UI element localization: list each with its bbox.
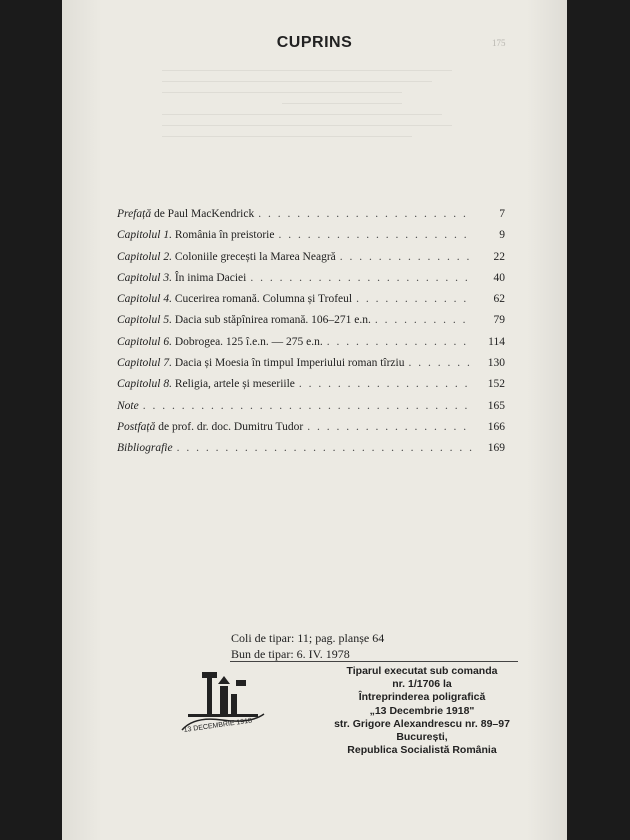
toc-row <box>117 357 505 378</box>
page-title: CUPRINS <box>276 34 353 51</box>
toc-row <box>117 442 505 463</box>
table-of-contents <box>117 208 505 464</box>
toc-entry-label <box>117 442 173 454</box>
toc-page-number: 40 <box>493 271 505 284</box>
imprint-block <box>231 631 384 663</box>
dot-leader <box>340 251 473 263</box>
toc-entry-title: Cucerirea romană. Columna și Trofeul <box>171 293 353 306</box>
dot-leader <box>327 336 473 348</box>
dot-leader <box>356 293 473 305</box>
toc-page-number: 7 <box>499 208 505 220</box>
toc-row <box>117 208 505 229</box>
toc-row <box>117 293 505 314</box>
toc-entry-title: Religia, artele și meseriile <box>171 378 295 391</box>
toc-entry-title: Dacia și Moesia în timpul Imperiului roman tîrziu <box>171 357 405 370</box>
toc-row <box>117 251 505 272</box>
toc-entry-prefix: Capitolul 5. <box>117 314 172 327</box>
toc-row <box>117 229 505 250</box>
toc-entry-prefix: Capitolul 3. <box>117 271 172 284</box>
imprint-divider <box>230 661 518 662</box>
printer-line: „13 Decembrie 1918" <box>369 704 475 717</box>
toc-entry-prefix: Capitolul 8. <box>117 378 172 391</box>
bleed-through-page-number: 175 <box>492 38 506 48</box>
toc-entry-prefix: Bibliografie <box>117 442 173 455</box>
dot-leader <box>177 442 473 454</box>
dot-leader <box>143 400 473 412</box>
toc-entry-title: de prof. dr. doc. Dumitru Tudor <box>155 420 304 433</box>
toc-row <box>117 336 505 357</box>
printer-line: București, <box>396 731 448 744</box>
toc-entry-label <box>117 336 323 348</box>
toc-entry-title: România în preistorie <box>171 229 275 242</box>
printer-info <box>322 665 522 757</box>
toc-row <box>117 314 505 335</box>
logo-ribbon-text: 13 DECEMBRIE 1918 <box>183 717 253 734</box>
toc-entry-label <box>117 357 404 369</box>
toc-entry-label <box>117 272 246 284</box>
toc-entry-label <box>117 229 274 241</box>
dot-leader <box>375 314 473 326</box>
toc-entry-title: Dobrogea. 125 î.e.n. — 275 e.n. <box>171 335 323 348</box>
toc-page-number: 169 <box>487 442 505 455</box>
toc-page-number: 22 <box>493 250 505 263</box>
dot-leader <box>250 272 473 284</box>
toc-entry-title: Coloniile grecești la Marea Neagră <box>171 250 336 263</box>
printer-line: Tiparul executat sub comanda <box>346 665 498 677</box>
toc-entry-prefix: Capitolul 7. <box>117 357 172 370</box>
toc-entry-prefix: Postfață <box>117 420 156 433</box>
dot-leader <box>408 357 473 369</box>
toc-entry-label <box>117 378 295 390</box>
imprint-approval-date: Bun de tipar: 6. IV. 1978 <box>231 647 350 661</box>
book-page <box>62 0 567 840</box>
toc-page-number: 166 <box>487 420 505 433</box>
toc-entry-prefix: Capitolul 1. <box>117 229 172 242</box>
dot-leader <box>258 208 473 220</box>
printing-house-logo <box>174 670 274 736</box>
toc-row <box>117 400 505 421</box>
toc-entry-label <box>117 208 254 220</box>
toc-page-number: 114 <box>488 335 505 348</box>
toc-entry-title: de Paul MacKendrick <box>151 208 255 220</box>
toc-entry-label <box>117 314 371 326</box>
imprint-sheets: Coli de tipar: 11; pag. planșe 64 <box>231 631 385 645</box>
toc-entry-label <box>117 251 336 263</box>
toc-entry-title: În inima Daciei <box>171 271 247 284</box>
toc-page-number: 62 <box>493 293 505 306</box>
printer-line: nr. 1/1706 la <box>392 678 452 691</box>
toc-entry-label <box>117 421 303 433</box>
toc-row <box>117 272 505 293</box>
toc-page-number: 79 <box>493 314 505 327</box>
toc-page-number: 9 <box>499 229 505 242</box>
dot-leader <box>307 421 473 433</box>
bleed-through-text <box>162 60 462 230</box>
toc-row <box>117 421 505 442</box>
toc-row <box>117 378 505 399</box>
dot-leader <box>299 378 473 390</box>
toc-entry-prefix: Capitolul 4. <box>117 293 172 306</box>
toc-entry-title: Dacia sub stăpînirea romană. 106–271 e.n. <box>171 314 371 327</box>
toc-entry-prefix: Prefață <box>117 208 152 220</box>
printer-line: Republica Socialistă România <box>347 744 497 757</box>
toc-page-number: 165 <box>487 399 505 412</box>
toc-entry-label <box>117 293 352 305</box>
toc-page-number: 130 <box>487 357 505 370</box>
printer-line: str. Grigore Alexandrescu nr. 89–97 <box>334 717 510 730</box>
toc-entry-prefix: Note <box>117 399 139 412</box>
toc-entry-prefix: Capitolul 2. <box>117 250 172 263</box>
printer-line: Întreprinderea poligrafică <box>358 691 486 704</box>
dot-leader <box>278 229 473 241</box>
toc-entry-label <box>117 400 139 412</box>
toc-page-number: 152 <box>487 378 505 391</box>
toc-entry-prefix: Capitolul 6. <box>117 335 172 348</box>
